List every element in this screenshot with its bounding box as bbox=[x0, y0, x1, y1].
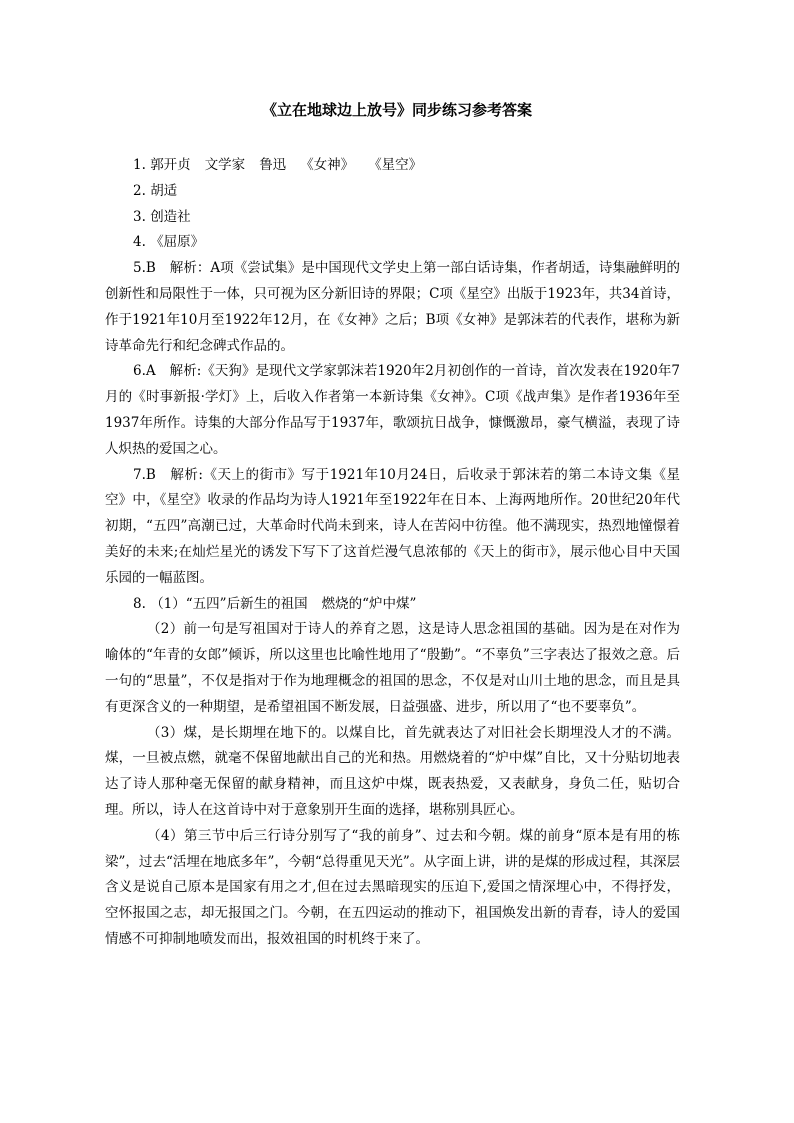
answer-1 bbox=[105, 153, 680, 179]
answer-text: 《屈原》 bbox=[150, 234, 205, 251]
answer-text: 胡适 bbox=[150, 182, 178, 199]
answer-choice: A bbox=[145, 363, 156, 380]
answer-part: 《星空》 bbox=[368, 157, 423, 173]
answer-8-part-4: （4）第三节中后三行诗分别写了“我的前身”、过去和今朝。煤的前身“原本是有用的栋梁”，过去“活埋在地底多年”，今朝“总得重见天光”。从字面上讲，讲的是煤的形成过程，其深层含义是说自己原本是国家有用之才,但在过去黑暗现实的压迫下,爱国之情深埋心中，不得抒发，空怀报国之志，却无报国之门。今朝，在五四运动的推动下，祖国焕发出新的青春，诗人的爱国情感不可抑制地喷发而出，报效祖国的时机终于来了。 bbox=[105, 827, 680, 947]
answer-3 bbox=[105, 205, 680, 231]
answer-part: 郭开贞 bbox=[150, 157, 191, 173]
answer-number: 3. bbox=[133, 208, 146, 225]
answer-part: 鲁迅 bbox=[259, 157, 287, 173]
answer-choice: B bbox=[145, 466, 156, 483]
answer-number: 1. bbox=[133, 157, 146, 173]
answer-4 bbox=[105, 230, 680, 256]
answer-6 bbox=[105, 359, 680, 462]
answer-2 bbox=[105, 179, 680, 205]
answer-part: 燃烧的“炉中煤” bbox=[321, 595, 417, 612]
answer-part: “五四”后新生的祖国 bbox=[185, 595, 308, 612]
answer-8-part-2: （2）前一句是写祖国对于诗人的养育之恩，这是诗人思念祖国的基础。因为是在对作为喻体的“年青的女郎”倾诉，所以这里也比喻性地用了“殷勤”。“不辜负”三字表达了报效之意。后一句的“思量”，不仅是指对于作为地理概念的祖国的思念，不仅是对山川土地的思念，而且是具有更深含义的一种期望，是希望祖国不断发展，日益强盛、进步，所以用了“也不要辜负”。 bbox=[105, 621, 680, 715]
answer-explanation: 解析：A项《尝试集》是中国现代文学史上第一部白话诗集，作者胡适，诗集融鲜明的创新性和局限性于一体，只可视为区分新旧诗的界限；C项《星空》出版于1923年，共34首诗，作于1921年10月至1922年12月，在《女神》之后；B项《女神》是郭沫若的代表作，堪称为新诗革命先行和纪念碑式作品的。 bbox=[105, 260, 680, 354]
answer-choice: B bbox=[145, 260, 156, 277]
answer-number: 6. bbox=[133, 363, 146, 380]
answer-7 bbox=[105, 463, 680, 592]
answer-number: 4. bbox=[133, 234, 146, 251]
answer-8-part-1 bbox=[105, 592, 680, 618]
answer-number: 5. bbox=[133, 260, 146, 277]
page-title: 《立在地球边上放号》同步练习参考答案 bbox=[261, 101, 532, 119]
answer-8-part-3: （3）煤，是长期埋在地下的。以煤自比，首先就表达了对旧社会长期埋没人才的不满。煤，一旦被点燃，就毫不保留地献出自己的光和热。用燃烧着的“炉中煤”自比，又十分贴切地表达了诗人那种毫无保留的献身精神，而且这炉中煤，既表热爱，又表献身，身负二任，贴切合理。所以，诗人在这首诗中对于意象别开生面的选择，堪称别具匠心。 bbox=[105, 724, 680, 818]
answer-number: 8. bbox=[133, 595, 146, 612]
answer-explanation: 解析:《天狗》是现代文学家郭沫若1920年2月初创作的一首诗，首次发表在1920年7月的《时事新报·学灯》上，后收入作者第一本新诗集《女神》。C项《战声集》是作者1936年至1937年所作。诗集的大部分作品写于1937年，歌颂抗日战争，慷慨激昂，豪气横溢，表现了诗人炽热的爱国之心。 bbox=[105, 363, 680, 457]
sub-label: （1） bbox=[150, 595, 186, 612]
answer-text: 创造社 bbox=[150, 208, 191, 225]
answer-list bbox=[105, 153, 680, 953]
answer-number: 7. bbox=[133, 466, 146, 483]
answer-explanation: 解析:《天上的街市》写于1921年10月24日，后收录于郭沫若的第二本诗文集《星空》中，《星空》收录的作品均为诗人1921年至1922年在日本、上海两地所作。20世纪20年代初期，“五四”高潮已过，大革命时代尚未到来，诗人在苦闷中彷徨。他不满现实，热烈地憧憬着美好的未来;在灿烂星光的诱发下写下了这首烂漫气息浓郁的《天上的街市》，展示他心目中天国乐园的一幅蓝图。 bbox=[105, 466, 680, 586]
answer-part: 文学家 bbox=[204, 157, 246, 173]
answer-part: 《女神》 bbox=[300, 157, 355, 173]
answer-number: 2. bbox=[133, 182, 146, 199]
answer-5 bbox=[105, 256, 680, 359]
